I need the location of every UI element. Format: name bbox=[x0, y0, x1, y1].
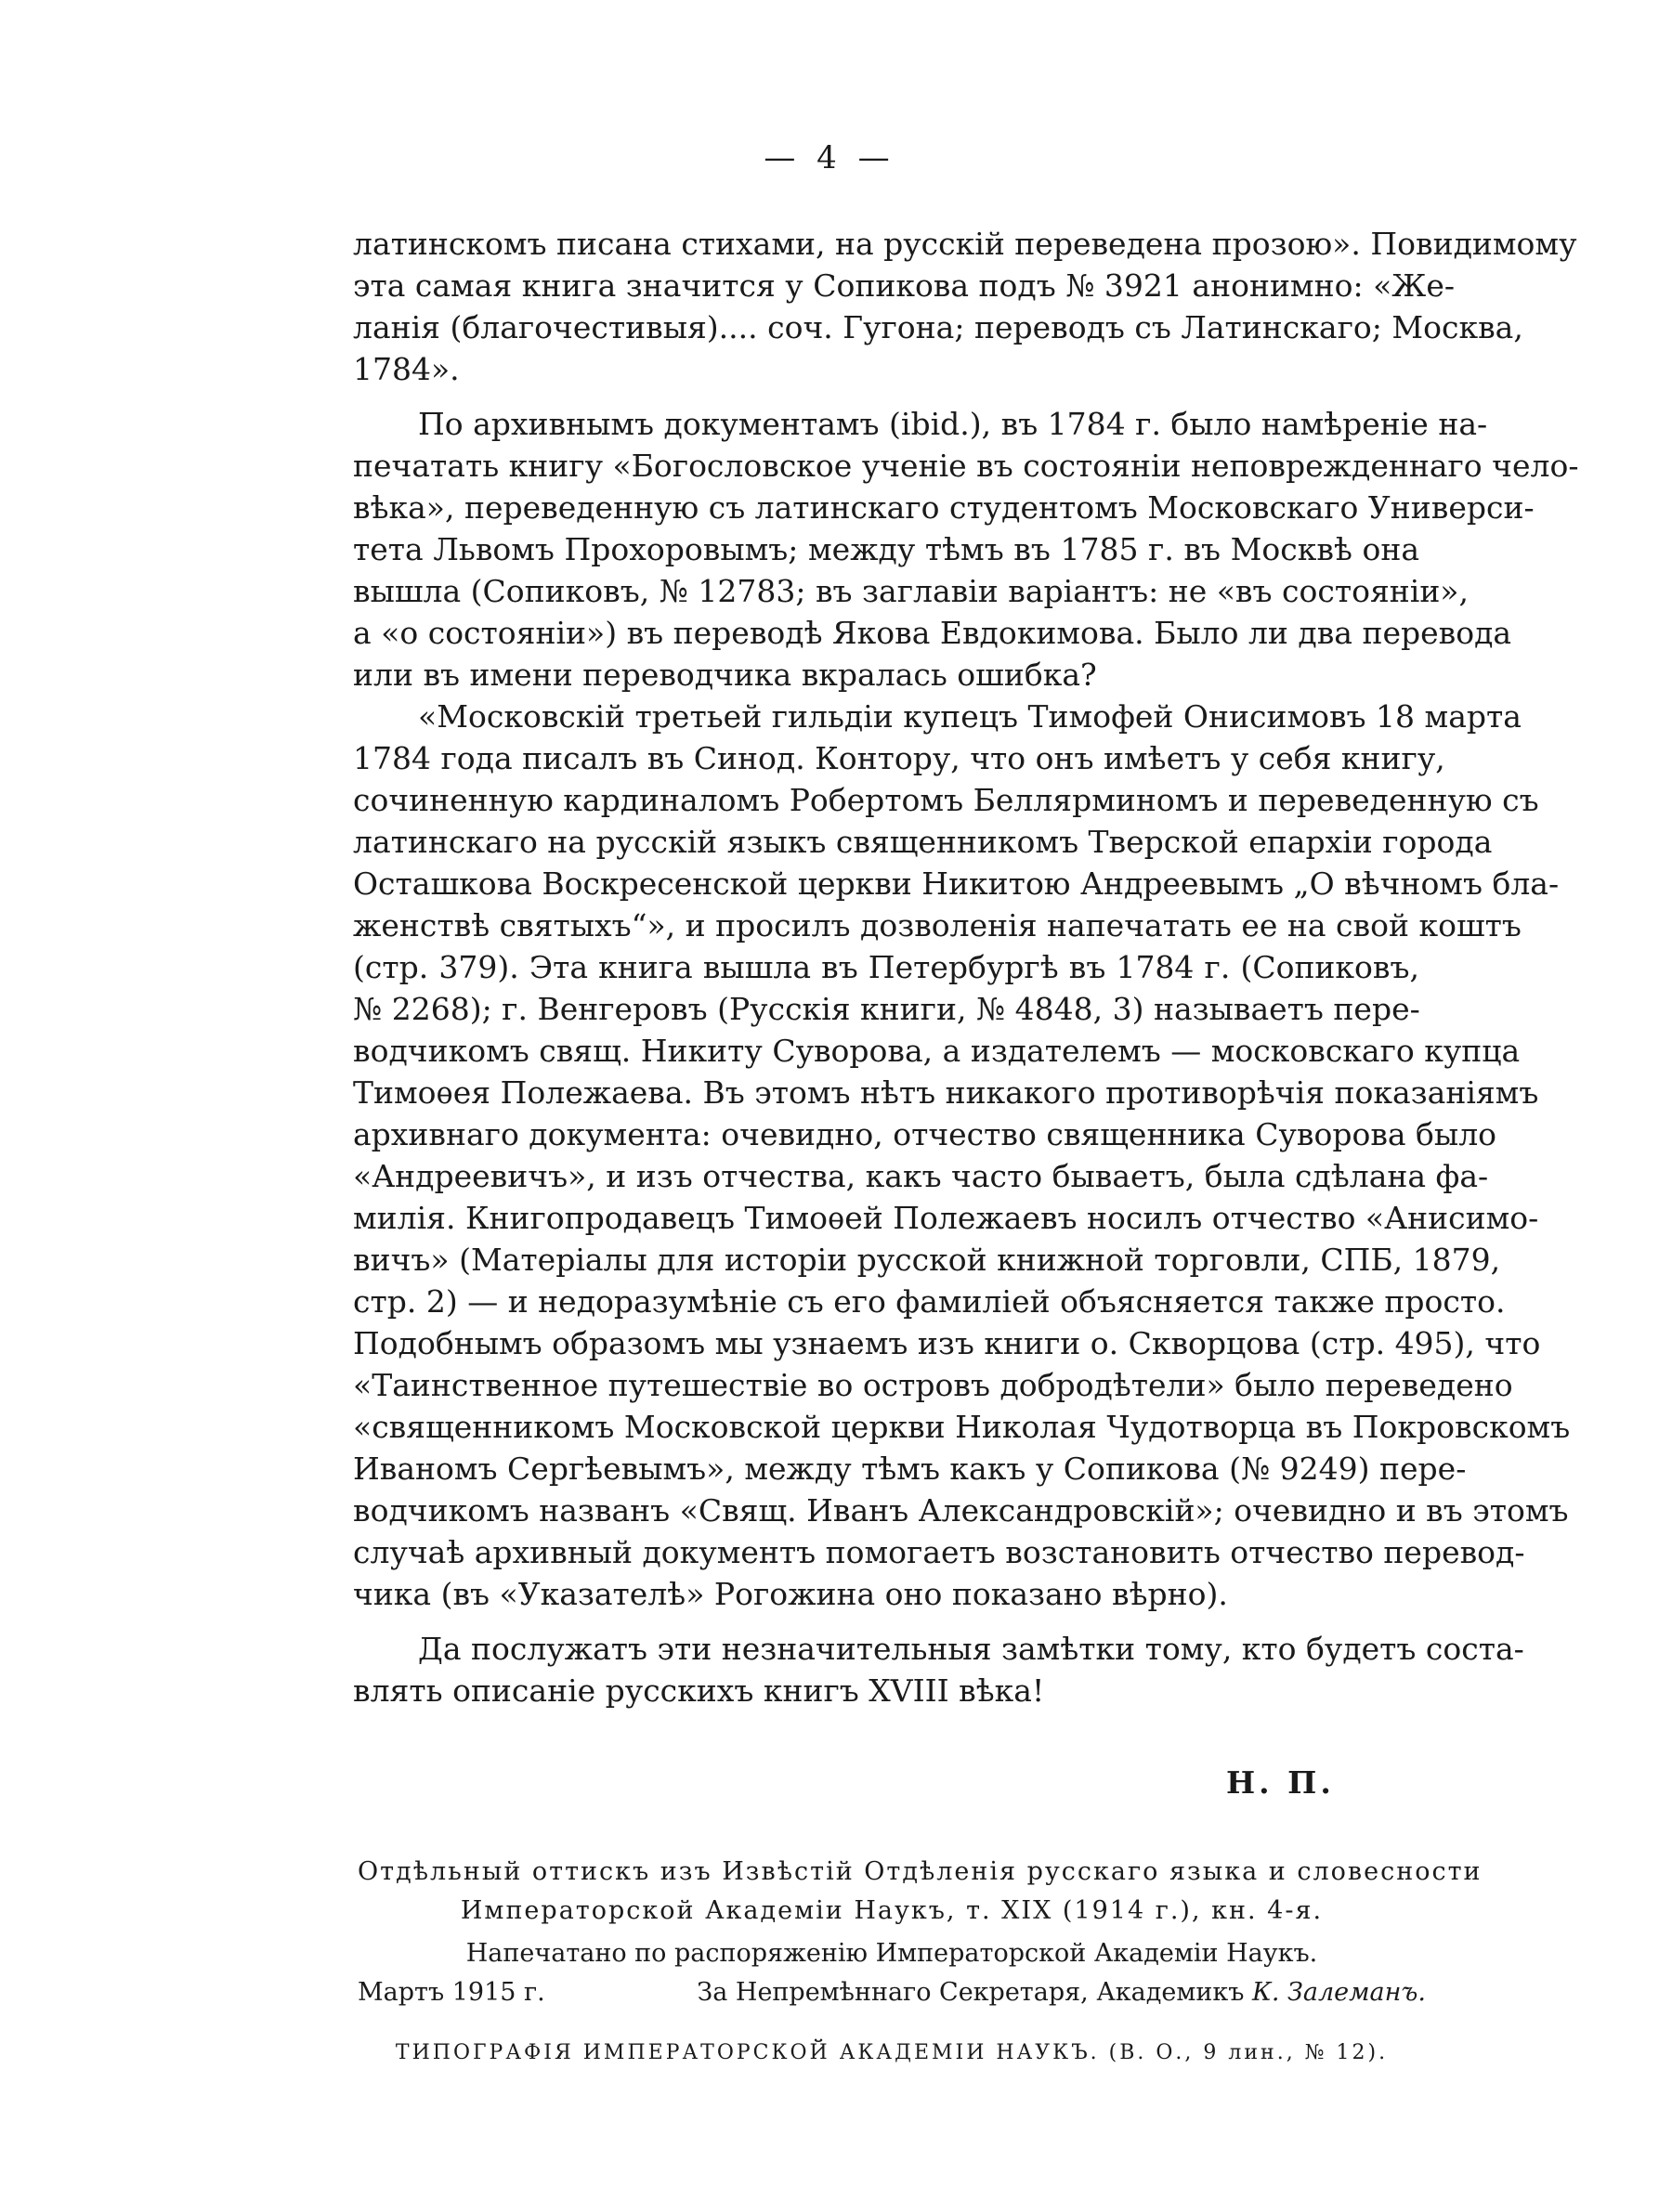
text-line: эта самая книга значится у Сопикова подъ № 3921 анонимно: «Же- bbox=[353, 267, 1456, 304]
page-number: — 4 — bbox=[764, 139, 895, 176]
offprint-line: Отдѣльный оттискъ изъ Извѣстій Отдѣленія русскаго языка и словесности bbox=[358, 1857, 1483, 1886]
text-line: № 2268); г. Венгеровъ (Русскія книги, № 4848, 3) называетъ пере- bbox=[353, 991, 1420, 1027]
text-line: вышла (Сопиковъ, № 12783; въ заглавіи варіантъ: не «въ состояніи», bbox=[353, 573, 1469, 609]
imprint bbox=[358, 1934, 1426, 2012]
text-line: водчикомъ свящ. Никиту Суворова, а издателемъ — московскаго купца bbox=[353, 1033, 1521, 1069]
text-line: архивнаго документа: очевидно, отчество священника Суворова было bbox=[353, 1116, 1497, 1152]
imprint-date: Мартъ 1915 г. bbox=[358, 1978, 545, 2007]
text-line: По архивнымъ документамъ (ibid.), въ 1784 г. было намѣреніе на- bbox=[418, 406, 1488, 442]
paragraph-2 bbox=[353, 403, 1579, 696]
text-line: или въ имени переводчика вкралась ошибка? bbox=[353, 657, 1097, 693]
text-line: печатать книгу «Богословское ученіе въ состояніи неповрежденнаго чело- bbox=[353, 448, 1579, 484]
paragraph-3 bbox=[353, 696, 1571, 1615]
text-line: Тимоѳея Полежаева. Въ этомъ нѣтъ никакого противорѣчія показаніямъ bbox=[353, 1074, 1539, 1111]
typography-line bbox=[358, 2034, 1426, 2073]
text-line: вичъ» (Матеріалы для исторіи русской книжной торговли, СПБ, 1879, bbox=[353, 1242, 1501, 1278]
article-body bbox=[353, 223, 1579, 1711]
text-line: стр. 2) — и недоразумѣніе съ его фамиліей объясняется также просто. bbox=[353, 1283, 1506, 1320]
secretary-prefix: За Непремѣннаго Секретаря, Академикъ bbox=[697, 1978, 1245, 2007]
text-line: вѣка», переведенную съ латинскаго студентомъ Московскаго Универси- bbox=[353, 489, 1535, 526]
text-line: латинскаго на русскій языкъ священникомъ Тверской епархіи города bbox=[353, 824, 1493, 860]
typography: ТИПОГРАФІЯ ИМПЕРАТОРСКОЙ АКАДЕМІИ НАУКЪ. (В. О., 9 лин., № 12). bbox=[395, 2041, 1389, 2064]
text-line: Иваномъ Сергѣевымъ», между тѣмъ какъ у Сопикова (№ 9249) пере- bbox=[353, 1451, 1467, 1487]
author-signature: Н. П. bbox=[1226, 1764, 1335, 1801]
offprint-line: Императорской Академіи Наукъ, т. XIX (1914 г.), кн. 4-я. bbox=[460, 1896, 1324, 1925]
text-line: влять описаніе русскихъ книгъ XVIII вѣка! bbox=[353, 1672, 1045, 1709]
text-line: латинскомъ писана стихами, на русскій переведена прозою». Повидимому bbox=[353, 226, 1577, 262]
text-line: чика (въ «Указателѣ» Рогожина оно показано вѣрно). bbox=[353, 1576, 1228, 1612]
text-line: «Андреевичъ», и изъ отчества, какъ часто бываетъ, была сдѣлана фа- bbox=[353, 1158, 1489, 1194]
offprint-note bbox=[358, 1853, 1483, 1931]
text-line: сочиненную кардиналомъ Робертомъ Беллярминомъ и переведенную съ bbox=[353, 782, 1539, 818]
imprint-date-line bbox=[358, 1973, 1426, 2012]
printed-by-order: Напечатано по распоряженію Императорской Академіи Наукъ. bbox=[465, 1939, 1318, 1968]
text-line: женствѣ святыхъ“», и просилъ дозволенія напечатать ее на свой коштъ bbox=[353, 907, 1522, 943]
paragraph-4 bbox=[353, 1628, 1524, 1711]
text-line: (стр. 379). Эта книга вышла въ Петербургѣ въ 1784 г. (Сопиковъ, bbox=[353, 949, 1419, 985]
text-line: милія. Книгопродавецъ Тимоѳей Полежаевъ носилъ отчество «Анисимо- bbox=[353, 1200, 1539, 1236]
text-line: «Московскій третьей гильдіи купецъ Тимофей Онисимовъ 18 марта bbox=[418, 698, 1522, 735]
text-line: «Таинственное путешествіе во островъ добродѣтели» было переведено bbox=[353, 1367, 1513, 1403]
text-line: 1784». bbox=[353, 351, 460, 387]
text-line: случаѣ архивный документъ помогаетъ возстановить отчество перевод- bbox=[353, 1534, 1525, 1570]
text-line: Осташкова Воскресенской церкви Никитою Андреевымъ „О вѣчномъ бла- bbox=[353, 865, 1560, 902]
text-line: ланія (благочестивыя).... соч. Гугона; переводъ съ Латинскаго; Москва, bbox=[353, 309, 1523, 345]
text-line: водчикомъ названъ «Свящ. Иванъ Александровскій»; очевидно и въ этомъ bbox=[353, 1492, 1569, 1529]
text-line: тета Львомъ Прохоровымъ; между тѣмъ въ 1785 г. въ Москвѣ она bbox=[353, 531, 1419, 567]
text-line: «священникомъ Московской церкви Николая Чудотворца въ Покровскомъ bbox=[353, 1409, 1571, 1445]
text-line: 1784 года писалъ въ Синод. Контору, что онъ имѣетъ у себя книгу, bbox=[353, 740, 1445, 776]
secretary bbox=[697, 1973, 1426, 2012]
paragraph-1 bbox=[353, 223, 1577, 390]
text-line: Подобнымъ образомъ мы узнаемъ изъ книги о. Скворцова (стр. 495), что bbox=[353, 1325, 1541, 1361]
text-line: Да послужатъ эти незначительныя замѣтки тому, кто будетъ соста- bbox=[418, 1631, 1524, 1667]
secretary-name: К. Залеманъ. bbox=[1252, 1978, 1426, 2007]
text-line: а «о состояніи») въ переводѣ Якова Евдокимова. Было ли два перевода bbox=[353, 615, 1512, 651]
